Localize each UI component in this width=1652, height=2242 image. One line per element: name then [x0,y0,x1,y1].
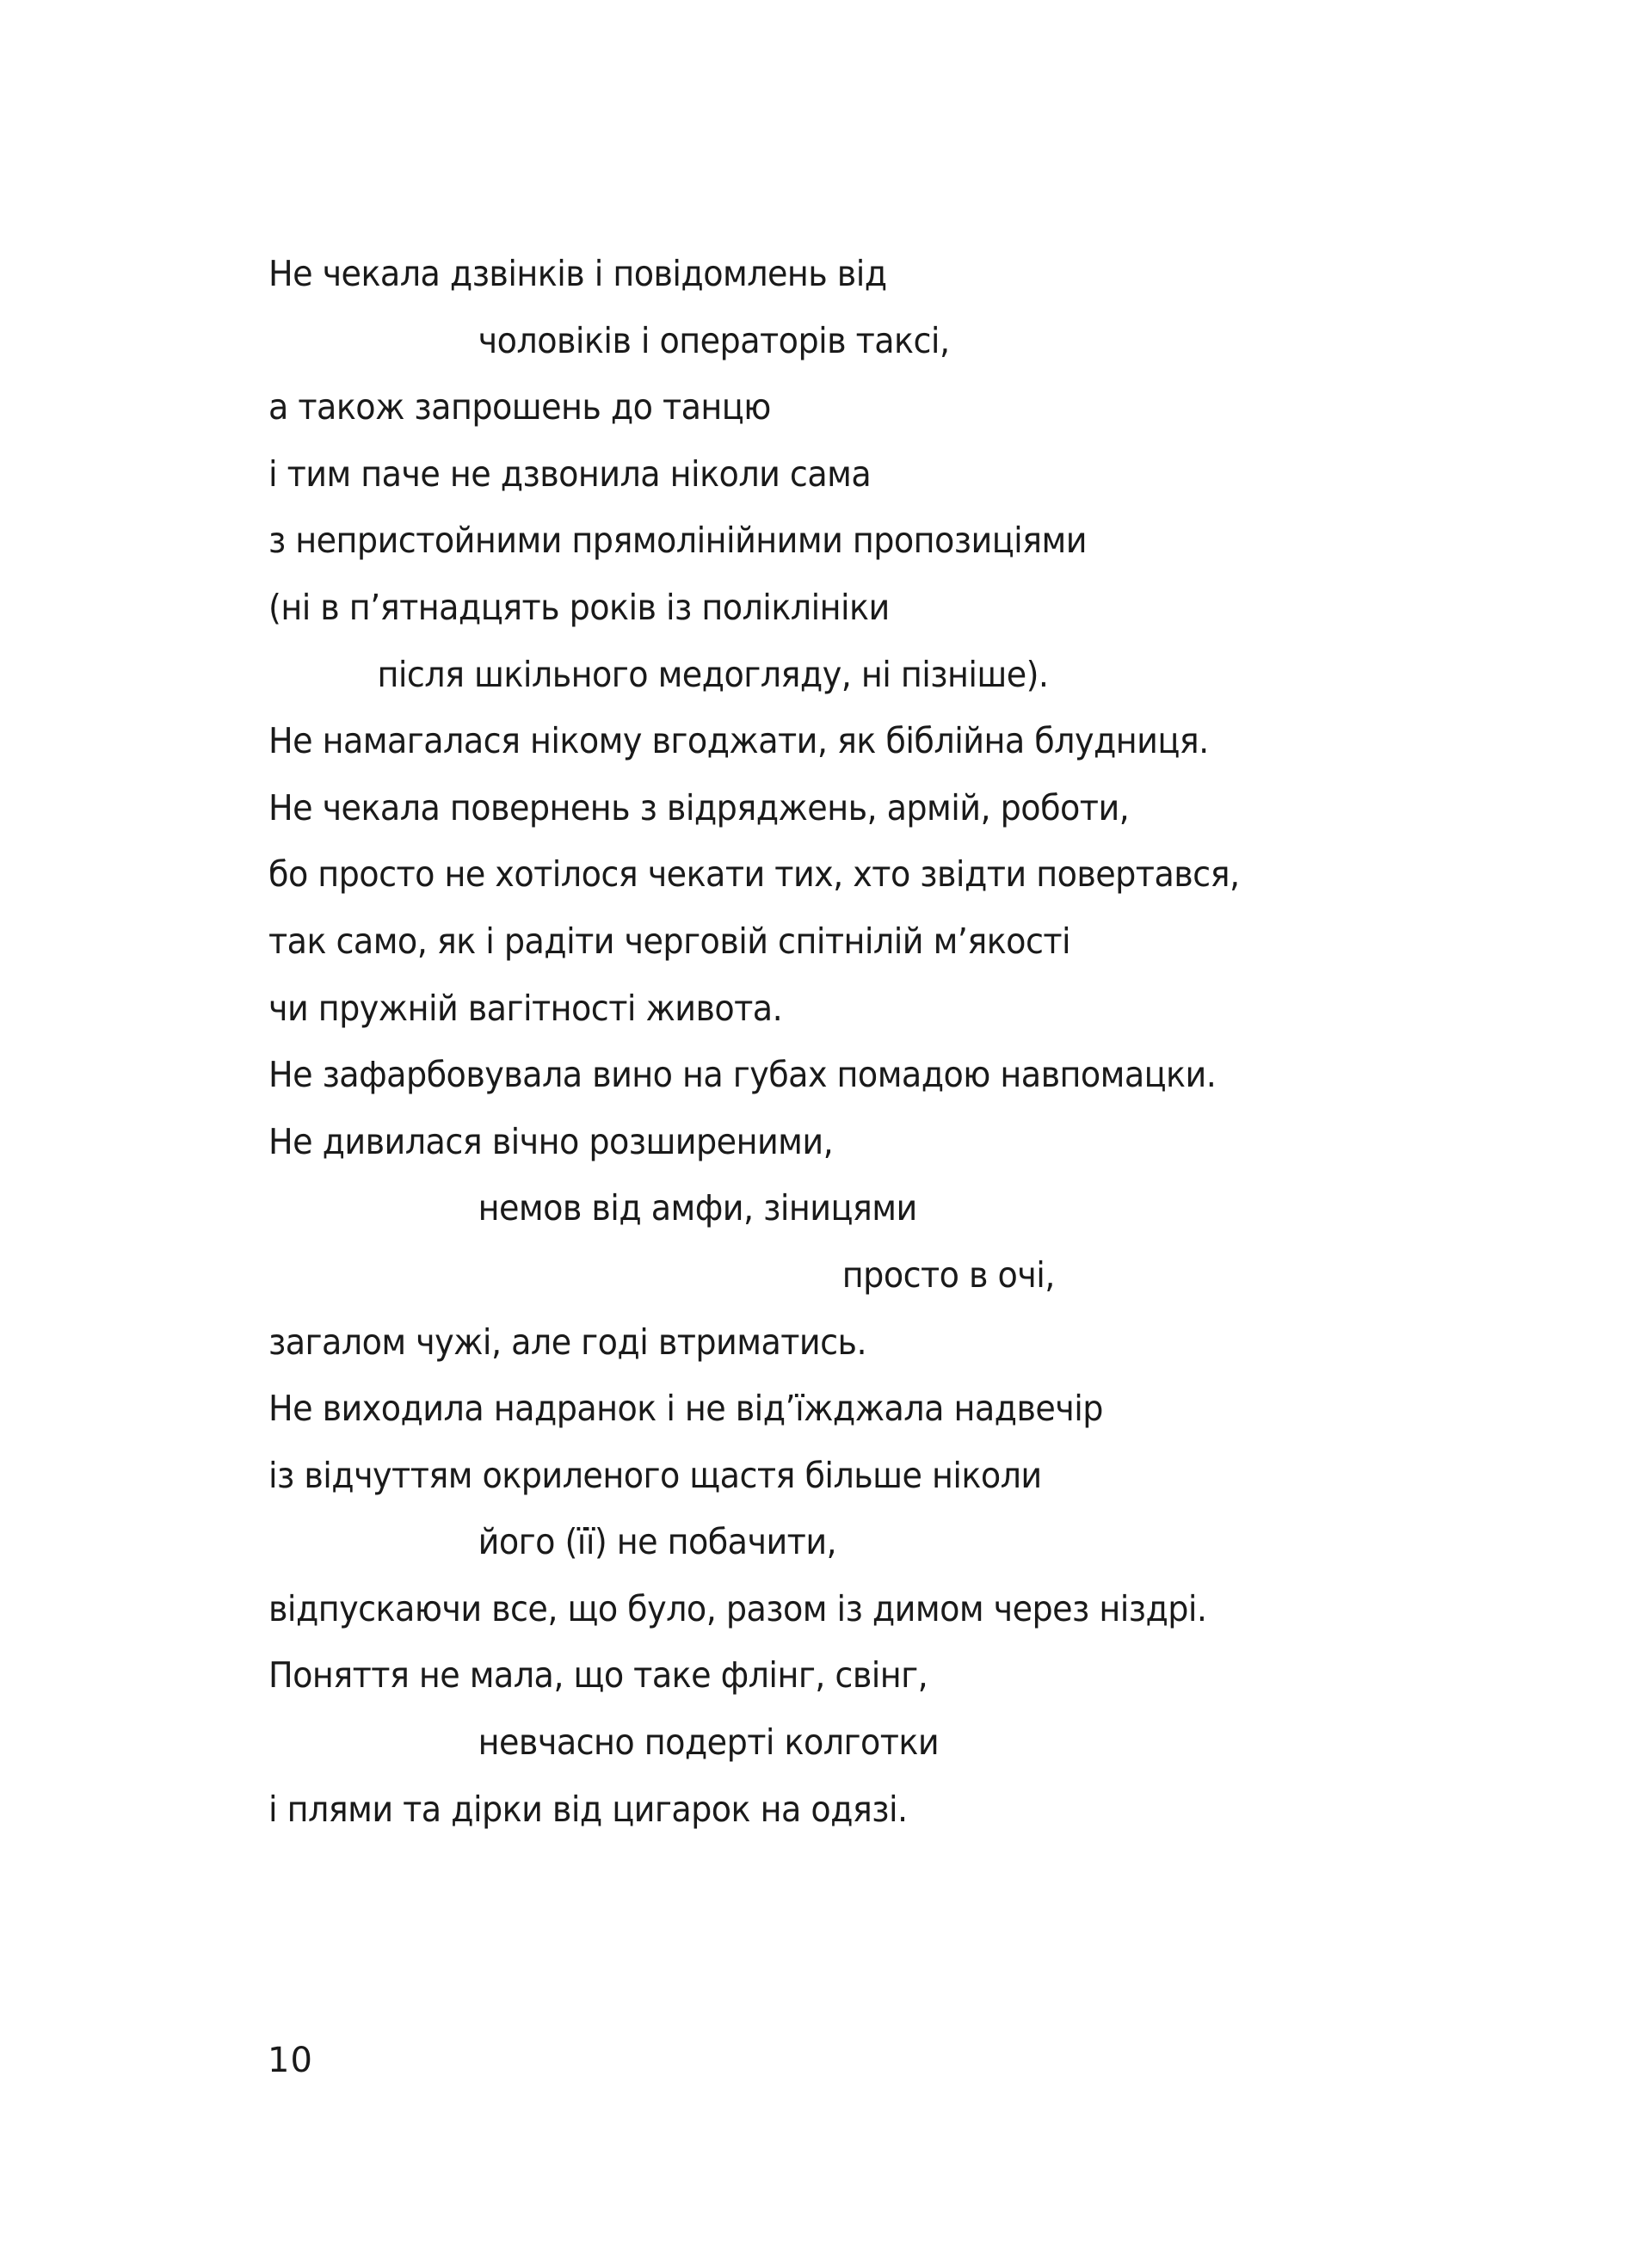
poem-line: невчасно подерті колготки [478,1722,940,1764]
poem-line: із відчуттям окриленого щастя більше ніколи [268,1454,1042,1496]
poem-line: і тим паче не дзвонила ніколи сама [268,453,872,495]
poem-line: Не намагалася нікому вгоджати, як біблійна блудниця. [268,720,1209,762]
poem-line: Не дивилася вічно розширеними, [268,1120,834,1162]
poem-line: Не виходила надранок і не від’їжджала надвечір [268,1388,1103,1430]
poem-line: з непристойними прямолінійними пропозиціями [268,520,1087,562]
poem-text [268,241,1240,1843]
poem-line: так само, як і радіти черговій спітнілій м’якості [268,920,1071,962]
poem-line: і плями та дірки від цигарок на одязі. [268,1788,908,1830]
poem-line: його (її) не побачити, [478,1521,837,1563]
page-number: 10 [268,2041,313,2080]
poem-line: Поняття не мала, що таке флінг, свінг, [268,1654,928,1697]
poem-line: (ні в п’ятнадцять років із поліклініки [268,586,890,628]
poem-line: чи пружній вагітності живота. [268,987,783,1029]
poem-line: просто в очі, [841,1253,1055,1296]
poem-line: Не чекала повернень з відряджень, армій, роботи, [268,786,1130,828]
poem-line: загалом чужі, але годі втриматись. [268,1321,867,1363]
poem-line: відпускаючи все, що було, разом із димом через ніздрі. [268,1587,1207,1629]
poem-line: бо просто не хотілося чекати тих, хто звідти повертався, [268,853,1240,896]
poem-line: Не чекала дзвінків і повідомлень від [268,253,887,294]
poem-line: а також запрошень до танцю [268,386,771,428]
poem-line: Не зафарбовувала вино на губах помадою навпомацки. [268,1054,1217,1096]
poem-line: немов від амфи, зіницями [478,1187,917,1229]
poem-line: чоловіків і операторів таксі, [478,319,950,361]
poem-line: після шкільного медогляду, ні пізніше). [377,653,1049,695]
